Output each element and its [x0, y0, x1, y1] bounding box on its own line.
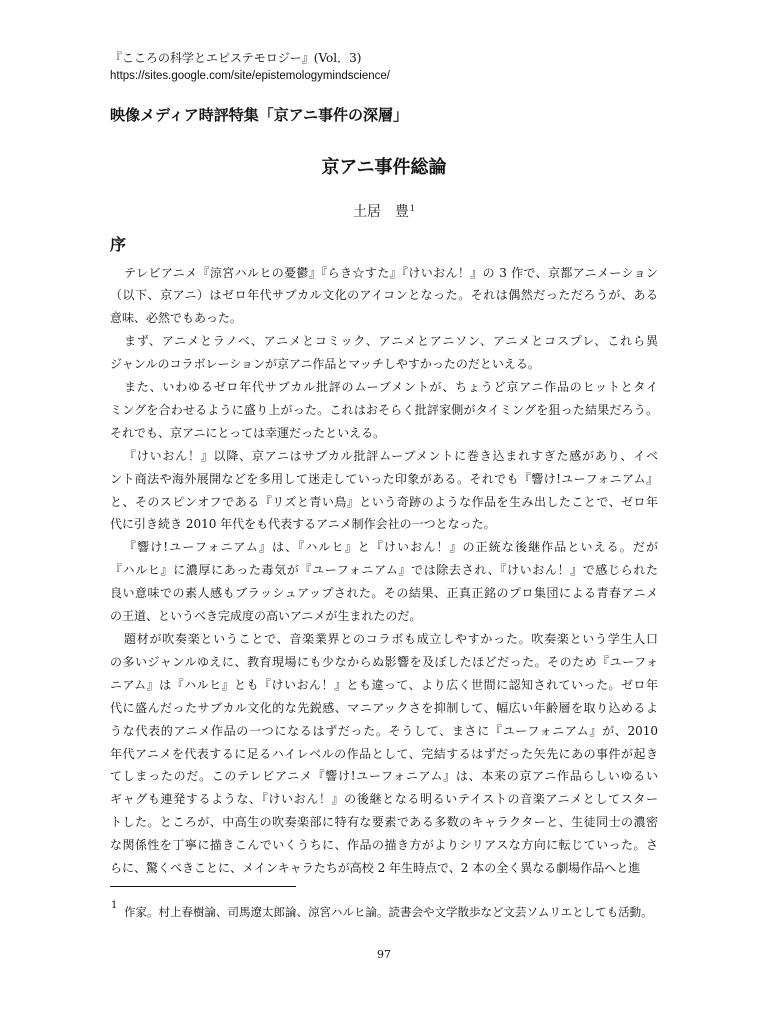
footnote-mark: 1: [111, 900, 118, 911]
body-line: 題材が吹奏楽ということで、音楽業界とのコラボも成立しやすかった。吹奏楽という学生人口: [124, 632, 658, 646]
body-line: ジャンルのコラボレーションが京アニ作品とマッチしやすかったのだといえる。: [110, 357, 540, 372]
body-line: ント商法や海外展開などを多用して迷走していった印象がある。それでも『響け!ユーフォニアム』: [110, 471, 658, 486]
article-body: [110, 262, 658, 880]
body-line: うな代表的アニメ作品の一つになるはずだった。そうして、まさに『ユーフォニアム』が、2010: [110, 723, 658, 738]
page-number: 97: [377, 948, 391, 961]
journal-url: https://sites.google.com/site/epistemologymindscience/: [110, 70, 390, 82]
body-line: 意味、必然でもあった。: [110, 311, 242, 326]
paragraph: [110, 376, 658, 445]
article-title: 京アニ事件総論: [321, 157, 447, 178]
body-line: ニアム』は『ハルヒ』とも『けいおん！』とも違って、より広く世間に認知されていった。ゼロ年: [110, 677, 658, 692]
feature-heading: 映像メディア時評特集「京アニ事件の深層」: [110, 106, 409, 124]
body-line: 『けいおん！』以降、京アニはサブカル批評ムーブメントに巻き込まれすぎた感があり、イベ: [124, 448, 658, 463]
body-line: 『響け!ユーフォニアム』は、『ハルヒ』と『けいおん！』の正統な後継作品といえる。だが: [124, 540, 658, 555]
body-line: （以下、京アニ）はゼロ年代サブカル文化のアイコンとなった。それは偶然だっただろうが、ある: [110, 288, 658, 303]
author-footnote-mark: 1: [409, 204, 416, 213]
body-line: な関係性を丁寧に描きこんでいくうちに、作品の描き方がよりシリアスな方向に転じていった。さ: [110, 838, 658, 853]
footnote-text: 作家。村上春樹論、司馬遼太郎論、涼宮ハルヒ論。読書会や文学散歩など文芸ソムリエとしても活動。: [124, 905, 653, 919]
body-line: の多いジャンルゆえに、教育現場にも少なからぬ影響を及ぼしたほどだった。そのため『ユーフォ: [110, 654, 658, 669]
body-line: トした。ところが、中高生の吹奏楽部に特有な要素である多数のキャラクターと、生徒同士の濃密: [110, 815, 658, 830]
paragraph: [110, 445, 658, 537]
body-line: 代に引き続き 2010 年代をも代表するアニメ制作会社の一つとなった。: [110, 517, 496, 532]
body-line: と、そのスピンオフである『リズと青い鳥』という奇跡のような作品を生み出したことで、ゼロ年: [110, 494, 658, 509]
author-line: [0, 202, 768, 222]
body-line: の王道、というべき完成度の高いアニメが生まれたのだ。: [110, 609, 422, 624]
paragraph: [110, 536, 658, 628]
body-line: 年代アニメを代表するに足るハイレベルの作品として、完結するはずだった矢先にあの事件が起き: [110, 746, 658, 761]
paragraph: [110, 628, 658, 880]
body-line: それでも、京アニにとっては幸運だったといえる。: [110, 425, 386, 440]
body-line: ギャグも連発するような、『けいおん！』の後継となる明るいテイストの音楽アニメとしてスター: [110, 792, 658, 807]
body-line: 良い意味での素人感もブラッシュアップされた。その結果、正真正銘のプロ集団による青春アニメ: [110, 586, 658, 601]
body-line: まず、アニメとラノベ、アニメとコミック、アニメとアニソン、アニメとコスプレ、これら異: [124, 334, 658, 349]
body-line: ミングを合わせるように盛り上がった。これはおそらく批評家側がタイミングを狙った結果だろう。: [110, 402, 658, 417]
body-line: 代に盛んだったサブカル文化的な先鋭感、マニアックさを抑制して、幅広い年齢層を取り込めるよ: [110, 700, 658, 715]
author-name: 土居 豊: [352, 204, 409, 220]
journal-title: 『こころの科学とエピステモロジー』(Vol．3): [110, 51, 362, 65]
body-line: テレビアニメ『涼宮ハルヒの憂鬱』『らき☆すた』『けいおん！』の 3 作で、京都アニメーション: [124, 265, 658, 280]
body-line: 『ハルヒ』に濃厚にあった毒気が『ユーフォニアム』では除去され、『けいおん！』で感じられた: [110, 563, 658, 578]
body-line: てしまったのだ。このテレビアニメ『響け!ユーフォニアム』は、本来の京アニ作品らしいゆるい: [110, 769, 658, 784]
footnote-divider: [110, 886, 296, 887]
body-line: また、いわゆるゼロ年代サブカル批評のムーブメントが、ちょうど京アニ作品のヒットとタイ: [124, 380, 658, 395]
body-line: らに、驚くべきことに、メインキャラたちが高校 2 年生時点で、2 本の全く異なる劇場作品へと進: [110, 861, 641, 876]
paragraph: [110, 330, 658, 376]
paragraph: [110, 262, 658, 331]
section-heading: 序: [110, 235, 127, 254]
